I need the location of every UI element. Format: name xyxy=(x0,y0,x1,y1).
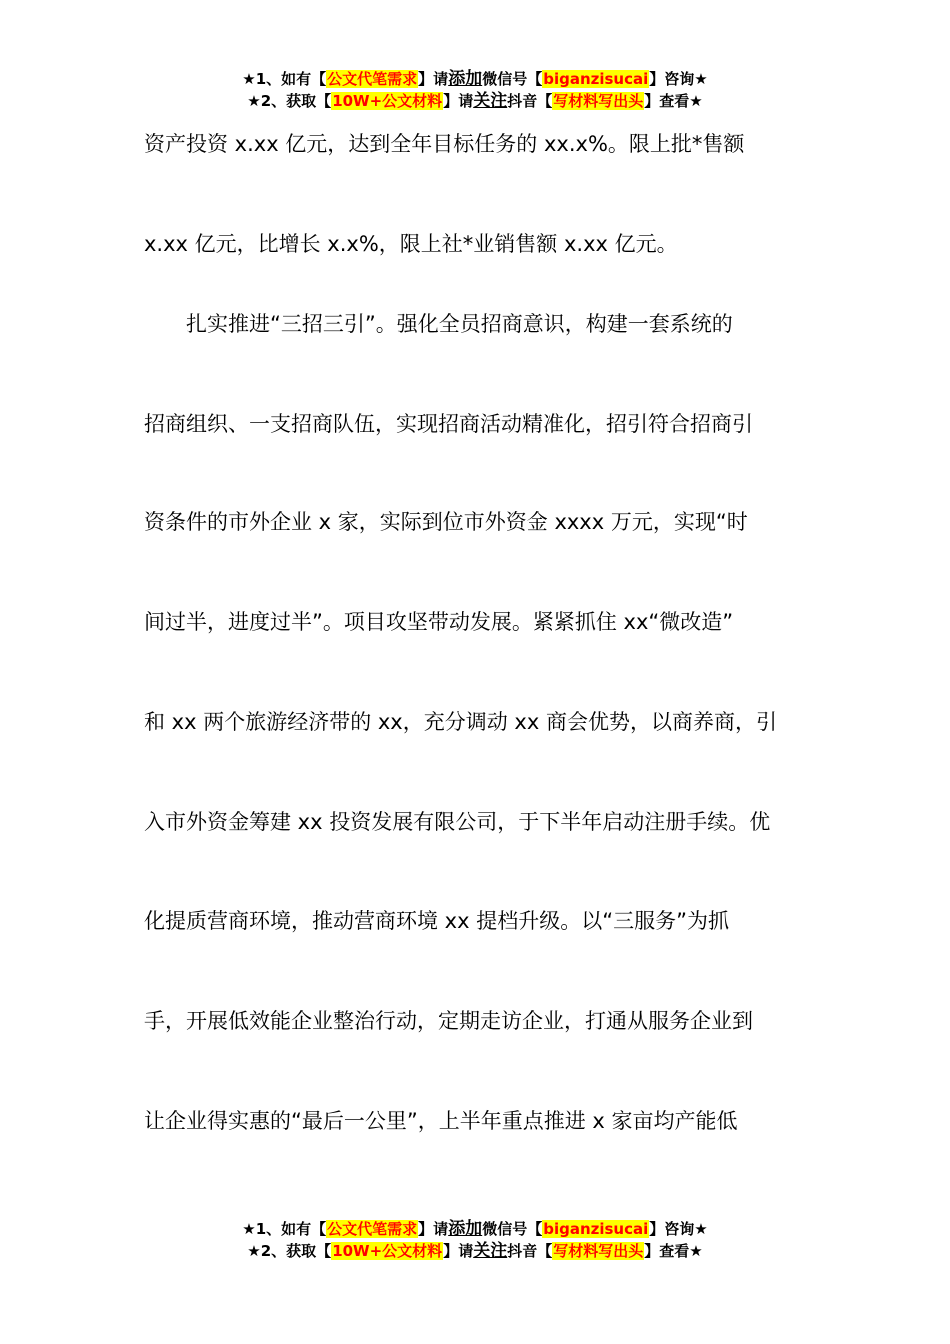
highlight-materials: 10W+公文材料 xyxy=(332,92,443,110)
body-line: 入市外资金筹建 xx 投资发展有限公司，于下半年启动注册手续。优 xyxy=(144,810,771,834)
footer-line-1: ★1、如有【公文代笔需求】请添加微信号【biganzisucai】咨询★ xyxy=(242,1219,708,1239)
footer-line-2: ★2、获取【10W+公文材料】请关注抖音【写材料写出头】查看★ xyxy=(247,1241,703,1261)
body-line: 间过半，进度过半”。项目攻坚带动发展。紧紧抓住 xx“微改造” xyxy=(144,610,734,634)
highlight-materials: 10W+公文材料 xyxy=(332,1242,443,1260)
body-line: x.xx 亿元，比增长 x.x%，限上社*业销售额 x.xx 亿元。 xyxy=(144,232,678,256)
highlight-wechat-id: biganzisucai xyxy=(543,70,649,88)
highlight-ghostwriting: 公文代笔需求 xyxy=(327,70,418,88)
highlight-ghostwriting: 公文代笔需求 xyxy=(327,1220,418,1238)
body-line: 资条件的市外企业 x 家，实际到位市外资金 xxxx 万元，实现“时 xyxy=(144,510,748,534)
body-line: 扎实推进“三招三引”。强化全员招商意识，构建一套系统的 xyxy=(144,312,733,336)
header-banner xyxy=(0,68,950,112)
body-line: 招商组织、一支招商队伍，实现招商活动精准化，招引符合招商引 xyxy=(144,412,753,436)
body-line: 资产投资 x.xx 亿元，达到全年目标任务的 xx.x%。限上批*售额 xyxy=(144,132,745,156)
body-line: 让企业得实惠的“最后一公里”，上半年重点推进 x 家亩均产能低 xyxy=(144,1109,738,1133)
body-line: 化提质营商环境，推动营商环境 xx 提档升级。以“三服务”为抓 xyxy=(144,909,729,933)
footer-banner xyxy=(0,1218,950,1262)
highlight-wechat-id: biganzisucai xyxy=(543,1220,649,1238)
highlight-douyin-account: 写材料写出头 xyxy=(553,92,644,110)
highlight-douyin-account: 写材料写出头 xyxy=(553,1242,644,1260)
body-line: 手，开展低效能企业整治行动，定期走访企业，打通从服务企业到 xyxy=(144,1009,753,1033)
body-line: 和 xx 两个旅游经济带的 xx，充分调动 xx 商会优势，以商养商，引 xyxy=(144,710,777,734)
header-line-2: ★2、获取【10W+公文材料】请关注抖音【写材料写出头】查看★ xyxy=(247,91,703,111)
header-line-1: ★1、如有【公文代笔需求】请添加微信号【biganzisucai】咨询★ xyxy=(242,69,708,89)
